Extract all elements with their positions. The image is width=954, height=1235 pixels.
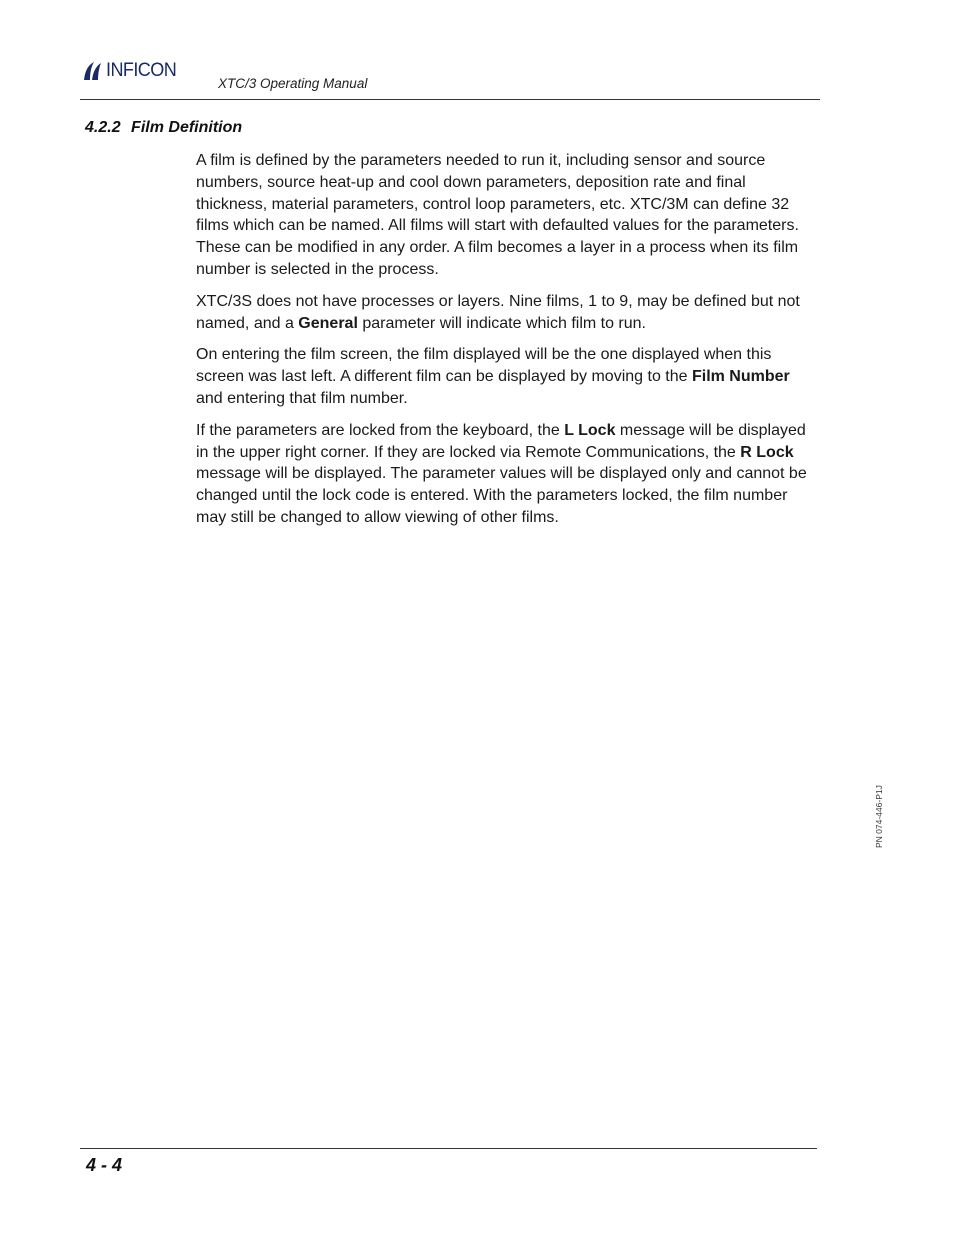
footer-rule: [80, 1148, 817, 1149]
general-parameter-term: General: [298, 314, 358, 332]
section-heading: [85, 119, 242, 137]
inficon-logo-icon: [82, 60, 104, 82]
paragraph-4-text-a: If the parameters are locked from the keyboard, the: [196, 421, 565, 439]
r-lock-term: R Lock: [740, 443, 794, 461]
paragraph-3: [196, 344, 812, 409]
section-title: Film Definition: [131, 119, 243, 136]
paragraph-4-text-e: message will be displayed. The parameter values will be displayed only and cannot be changed until the lock code is entered. With the parameters locked, the film number may still be changed to allow viewing of other films.: [196, 465, 807, 526]
logo-text: INFICON: [106, 60, 177, 81]
header-rule: [80, 99, 820, 100]
paragraph-2: [196, 291, 812, 335]
film-number-term: Film Number: [691, 368, 790, 386]
section-number: 4.2.2: [85, 119, 121, 136]
paragraph-4-text-c: message will be displayed in the upper right corner. If they are locked via Remote Communications, the: [196, 421, 806, 461]
page-number: 4 - 4: [86, 1155, 123, 1175]
paragraph-2-text-c: parameter will indicate which film to run.: [357, 314, 646, 332]
body-text: [196, 150, 812, 539]
manual-title: XTC/3 Operating Manual: [218, 76, 368, 91]
paragraph-3-text-c: and entering that film number.: [196, 389, 408, 407]
l-lock-term: L Lock: [564, 421, 616, 439]
paragraph-3-text-a: On entering the film screen, the film displayed will be the one displayed when this screen was last left. A different film can be displayed by moving to the: [196, 346, 772, 386]
inficon-logo: [82, 60, 180, 82]
paragraph-2-text-a: XTC/3S does not have processes or layers. Nine films, 1 to 9, may be defined but not named, and a: [196, 292, 800, 332]
part-number-label: PN 074-446-P1J: [874, 785, 884, 848]
paragraph-4: [196, 420, 812, 529]
paragraph-1: A film is defined by the parameters needed to run it, including sensor and source numbers, source heat-up and cool down parameters, deposition rate and final thickness, material parameters, control loop parameters, etc. XTC/3M can define 32 films which can be named. All films will start with defaulted values for the parameters. These can be modified in any order. A film becomes a layer in a process when its film number is selected in the process.: [196, 152, 799, 278]
